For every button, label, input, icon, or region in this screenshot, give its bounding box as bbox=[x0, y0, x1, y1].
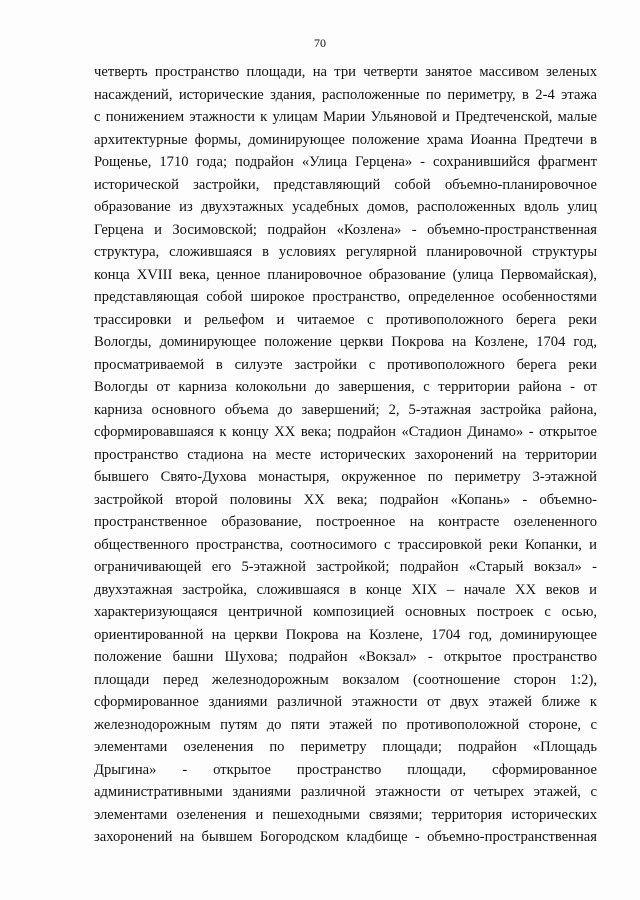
text-line: двухэтажная застройка, сложившаяся в конце XIX – начале XX веков и bbox=[94, 581, 597, 598]
text-line: трассировки и рельефом и читаемое с противоположного берега реки bbox=[94, 311, 597, 328]
text-line: бывшего Свято-Духова монастыря, окруженное по периметру 3-этажной bbox=[94, 469, 597, 485]
text-line: застройкой второй половины XX века; подрайон «Копань» - объемно- bbox=[94, 491, 597, 508]
text-line: четверть пространство площади, на три четверти занятое массивом зеленых bbox=[94, 64, 597, 80]
body-text bbox=[94, 61, 597, 849]
text-line: образование из двухэтажных усадебных домов, расположенных вдоль улиц bbox=[94, 199, 597, 215]
text-line: характеризующаяся центричной композицией основных построек с осью, bbox=[94, 604, 597, 620]
text-line: элементами озеленения по периметру площади; подрайон «Площадь bbox=[94, 739, 597, 755]
text-line: архитектурные формы, доминирующее положение храма Иоанна Предтечи в bbox=[94, 131, 597, 148]
text-line: Рощенье, 1710 года; подрайон «Улица Герцена» - сохранившийся фрагмент bbox=[94, 154, 597, 170]
page-number: 70 bbox=[314, 36, 326, 50]
text-line: представляющая собой широкое пространство, определенное особенностями bbox=[94, 289, 597, 305]
text-line: карниза основного объема до завершений; 2, 5-этажная застройка района, bbox=[94, 401, 597, 418]
text-line: пространство стадиона на месте исторических захоронений на территории bbox=[94, 446, 597, 463]
text-line: пространственное образование, построенное на контрасте озелененного bbox=[94, 514, 597, 530]
text-line: сформировавшаяся к концу XX века; подрайон «Стадион Динамо» - открытое bbox=[94, 424, 597, 440]
text-line: Вологды от карниза колокольни до завершения, с территории района - от bbox=[94, 379, 597, 395]
text-line: сформированное зданиями различной этажности от двух этажей ближе к bbox=[94, 694, 597, 710]
text-line: с понижением этажности к улицам Марии Ульяновой и Предтеченской, малые bbox=[94, 109, 597, 125]
text-line: положение башни Шухова; подрайон «Вокзал» - открытое пространство bbox=[94, 649, 597, 665]
text-line: Вологды, доминирующее положение церкви Покрова на Козлене, 1704 год, bbox=[94, 334, 597, 350]
text-line: структура, сложившаяся в условиях регулярной планировочной структуры bbox=[94, 244, 597, 260]
text-line: конца XVIII века, ценное планировочное образование (улица Первомайская), bbox=[94, 266, 597, 283]
text-line: общественного пространства, соотносимого с трассировкой реки Копанки, и bbox=[94, 536, 597, 553]
text-line: захоронений на бывшем Богородском кладбище - объемно-пространственная bbox=[94, 829, 597, 845]
text-line: элементами озеленения и пешеходными связями; территория исторических bbox=[94, 806, 597, 823]
text-line: площади перед железнодорожным вокзалом (соотношение сторон 1:2), bbox=[94, 671, 597, 688]
text-line: железнодорожным путям до пяти этажей по противоположной стороне, с bbox=[94, 716, 597, 733]
text-line: Герцена и Зосимовской; подрайон «Козлена» - объемно-пространственная bbox=[94, 221, 597, 238]
text-line: насаждений, исторические здания, расположенные по периметру, в 2-4 этажа bbox=[94, 86, 597, 103]
text-line: Дрыгина» - открытое пространство площади, сформированное bbox=[94, 761, 597, 778]
text-line: исторической застройки, представляющий собой объемно-планировочное bbox=[94, 176, 597, 193]
text-line: административными зданиями различной этажности от четырех этажей, с bbox=[94, 784, 597, 800]
text-line: просматриваемой в силуэте застройки с противоположного берега реки bbox=[94, 356, 597, 373]
text-line: ориентированной на церкви Покрова на Козлене, 1704 год, доминирующее bbox=[94, 626, 597, 643]
text-line: ограничивающей его 5-этажной застройкой; подрайон «Старый вокзал» - bbox=[94, 559, 597, 575]
